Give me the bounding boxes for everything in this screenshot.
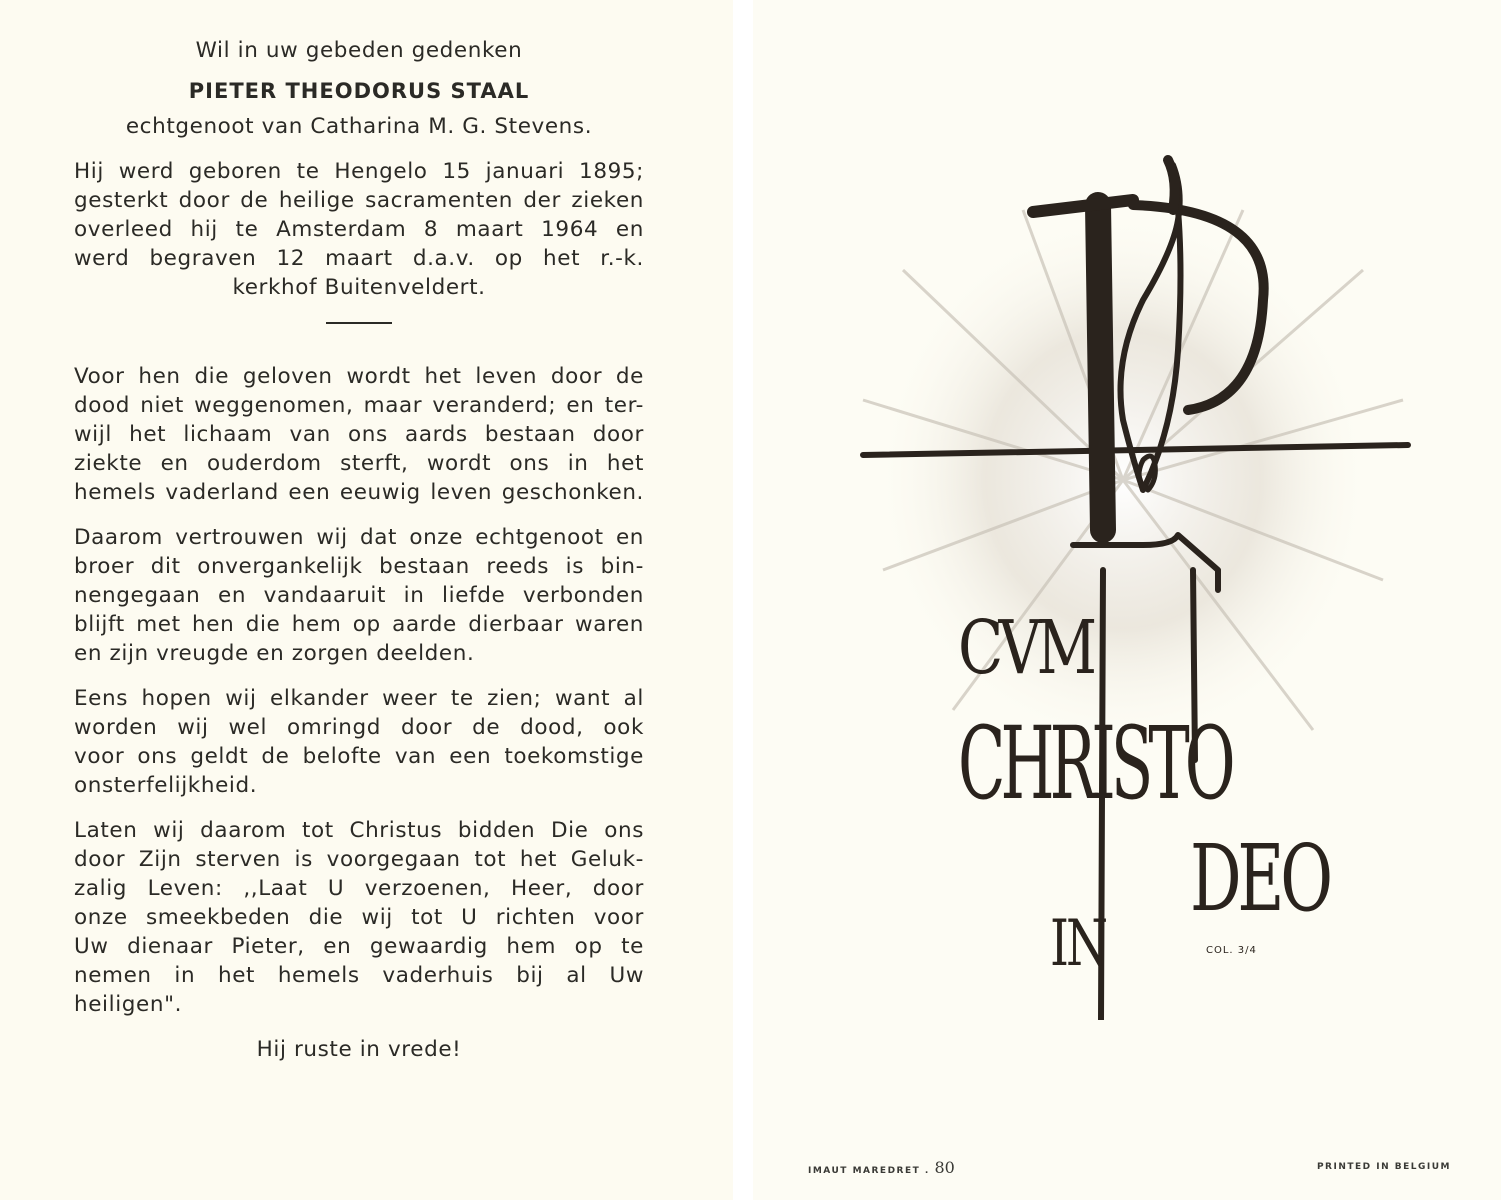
paragraph-line: door Zijn sterven is voorgegaan tot het Geluk- — [74, 847, 644, 872]
left-page — [0, 0, 733, 1200]
paragraph-line: ziekte en ouderdom sterft, wordt ons in het — [74, 451, 644, 476]
paragraph-line: Daarom vertrouwen wij dat onze echtgenoot en — [74, 525, 644, 550]
paragraph-line: dood niet weggenomen, maar veranderd; en ter- — [74, 393, 644, 418]
flame-tip — [1168, 160, 1175, 210]
biography — [74, 157, 644, 302]
intro-line: Wil in uw gebeden gedenken — [195, 38, 523, 63]
paragraph-line: onsterfelijkheid. — [74, 773, 258, 798]
emblem-lettering — [958, 595, 1378, 1015]
rho-stem — [1098, 205, 1103, 530]
paragraph-line: en zijn vreugde en zorgen deelden. — [74, 641, 475, 666]
paragraph-line: Laten wij daarom tot Christus bidden Die ons — [74, 818, 644, 843]
paragraph-line: broer dit onvergankelijk bestaan reeds is bin- — [74, 554, 644, 579]
paragraph-line: zalig Leven: ,,Laat U verzoenen, Heer, door — [74, 876, 644, 901]
paragraph-line: heiligen". — [74, 992, 182, 1017]
paragraph-line: wijl het lichaam van ons aards bestaan door — [74, 422, 644, 447]
right-page — [753, 0, 1501, 1200]
paragraph-line: Voor hen die geloven wordt het leven door de — [74, 364, 644, 389]
divider-rule — [326, 322, 392, 324]
paragraph-line: nengegaan en vandaaruit in liefde verbonden — [74, 583, 644, 608]
paragraph-4 — [74, 816, 644, 1019]
paragraph-line: blijft met hen die hem op aarde dierbaar waren — [74, 612, 644, 637]
artist-signature: COL. 3/4 — [1206, 945, 1257, 956]
spouse-line: echtgenoot van Catharina M. G. Stevens. — [125, 114, 593, 139]
publisher-name: IMAUT MAREDRET . — [808, 1166, 930, 1176]
text-column — [74, 36, 644, 1064]
lettering-deo: DEO — [1190, 825, 1329, 932]
publisher-imprint — [808, 1158, 955, 1177]
paragraph-line: onze smeekbeden die wij tot U richten voor — [74, 905, 644, 930]
bio-line: overleed hij te Amsterdam 8 maart 1964 en — [74, 217, 644, 242]
paragraph-line: worden wij wel omringd door de dood, ook — [74, 715, 644, 740]
bio-line: Hij werd geboren te Hengelo 15 januari 1895; — [74, 159, 644, 184]
lettering-cvm: CVM — [958, 605, 1093, 691]
deceased-name: PIETER THEODORUS STAAL — [188, 79, 530, 103]
paragraph-3 — [74, 684, 644, 800]
bio-line: werd begraven 12 maart d.a.v. op het r.-k. — [74, 246, 644, 271]
paragraph-2 — [74, 523, 644, 668]
bio-line: gesterkt door de heilige sacramenten der zieken — [74, 188, 644, 213]
printed-in-note: PRINTED IN BELGIUM — [1316, 1162, 1451, 1172]
lettering-christo: CHRISTO — [958, 705, 1231, 822]
paragraph-line: Uw dienaar Pieter, en gewaardig hem op te — [74, 934, 644, 959]
paragraph-line: hemels vaderland een eeuwig leven geschonken. — [74, 480, 644, 505]
lettering-in: IN — [1050, 907, 1105, 981]
bio-line: kerkhof Buitenveldert. — [232, 275, 486, 300]
page-gutter — [733, 0, 753, 1200]
paragraph-line: nemen in het hemels vaderhuis bij al Uw — [74, 963, 644, 988]
closing-line: Hij ruste in vrede! — [256, 1037, 462, 1062]
paragraph-line: Eens hopen wij elkander weer te zien; want al — [74, 686, 644, 711]
paragraph-1 — [74, 362, 644, 507]
card-number: 80 — [934, 1158, 955, 1177]
paragraph-line: voor ons geldt de belofte van een toekomstige — [74, 744, 644, 769]
